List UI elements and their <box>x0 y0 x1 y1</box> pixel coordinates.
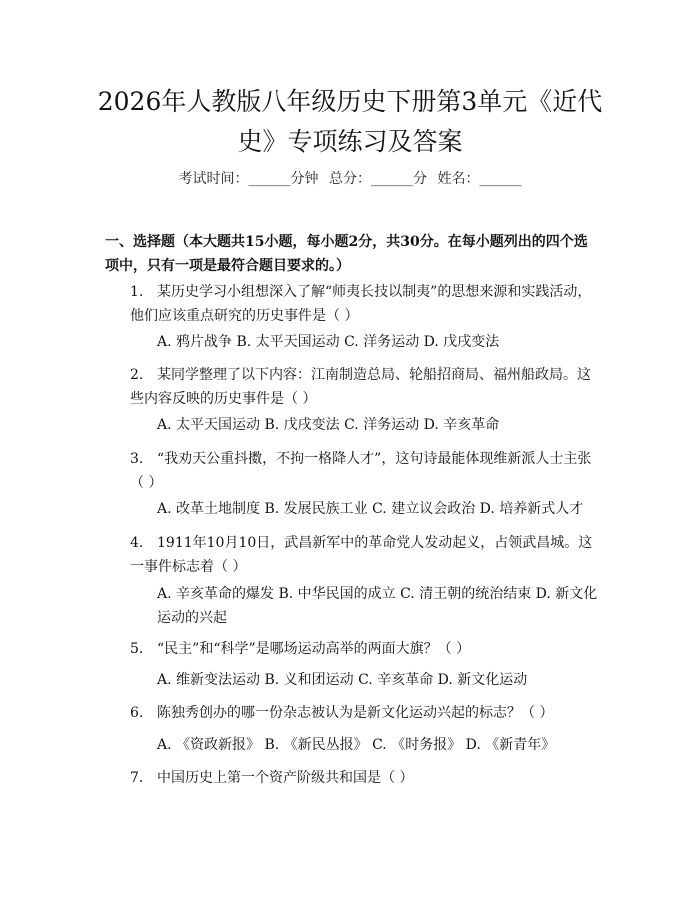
total-score-field: 总分：______分 <box>329 171 427 187</box>
question-text: 1911年10月10日，武昌新军中的革命党人发动起义，占领武昌城。这一事件标志着（ ） <box>130 535 593 575</box>
question-2 <box>105 363 600 411</box>
question-4 <box>105 531 600 579</box>
section-heading: 一、选择题（本大题共15小题，每小题2分，共30分。在每小题列出的四个选项中，只有一项是最符合题目要求的。） <box>105 234 588 274</box>
question-number: 6. <box>130 705 144 721</box>
question-text: 某历史学习小组想深入了解“师夷长技以制夷”的思想来源和实践活动，他们应该重点研究的历史事件是（ ） <box>130 284 592 324</box>
question-text: “我劝天公重抖擞，不拘一格降人才”，这句诗最能体现维新派人士主张（ ） <box>130 451 592 491</box>
question-number: 7. <box>130 770 144 786</box>
question-text: 中国历史上第一个资产阶级共和国是（ ） <box>157 770 414 786</box>
student-name-field: 姓名：______ <box>437 171 522 187</box>
question-5 <box>105 637 600 661</box>
question-6-options: A. 《资政新报》 B. 《新民丛报》 C. 《时务报》 D. 《新青年》 <box>157 737 556 753</box>
question-number: 1. <box>130 284 144 300</box>
question-1 <box>105 280 600 328</box>
question-number: 5. <box>130 641 144 657</box>
question-number: 4. <box>130 535 144 551</box>
exam-meta <box>0 168 700 188</box>
question-2-options: A. 太平天国运动 B. 戊戌变法 C. 洋务运动 D. 辛亥革命 <box>157 417 500 433</box>
question-5-options: A. 维新变法运动 B. 义和团运动 C. 辛亥革命 D. 新文化运动 <box>157 672 528 688</box>
question-number: 3. <box>130 451 144 467</box>
exam-time-field: 考试时间：______分钟 <box>178 171 319 187</box>
question-4-options: A. 辛亥革命的爆发 B. 中华民国的成立 C. 清王朝的统治结束 D. 新文化运动的兴起 <box>157 586 598 626</box>
question-number: 2. <box>130 367 144 383</box>
question-text: 某同学整理了以下内容：江南制造总局、轮船招商局、福州船政局。这些内容反映的历史事件是（ ） <box>130 367 591 407</box>
question-7 <box>105 766 600 790</box>
question-text: “民主”和“科学”是哪场运动高举的两面大旗？（ ） <box>157 641 471 657</box>
question-text: 陈独秀创办的哪一份杂志被认为是新文化运动兴起的标志？（ ） <box>157 705 554 721</box>
question-3-options: A. 改革土地制度 B. 发展民族工业 C. 建立议会政治 D. 培养新式人才 <box>157 501 584 517</box>
page-title: 2026年人教版八年级历史下册第3单元《近代史》专项练习及答案 <box>97 87 603 156</box>
question-1-options: A. 鸦片战争 B. 太平天国运动 C. 洋务运动 D. 戊戌变法 <box>157 334 500 350</box>
question-3 <box>105 447 600 495</box>
question-6 <box>105 701 600 725</box>
